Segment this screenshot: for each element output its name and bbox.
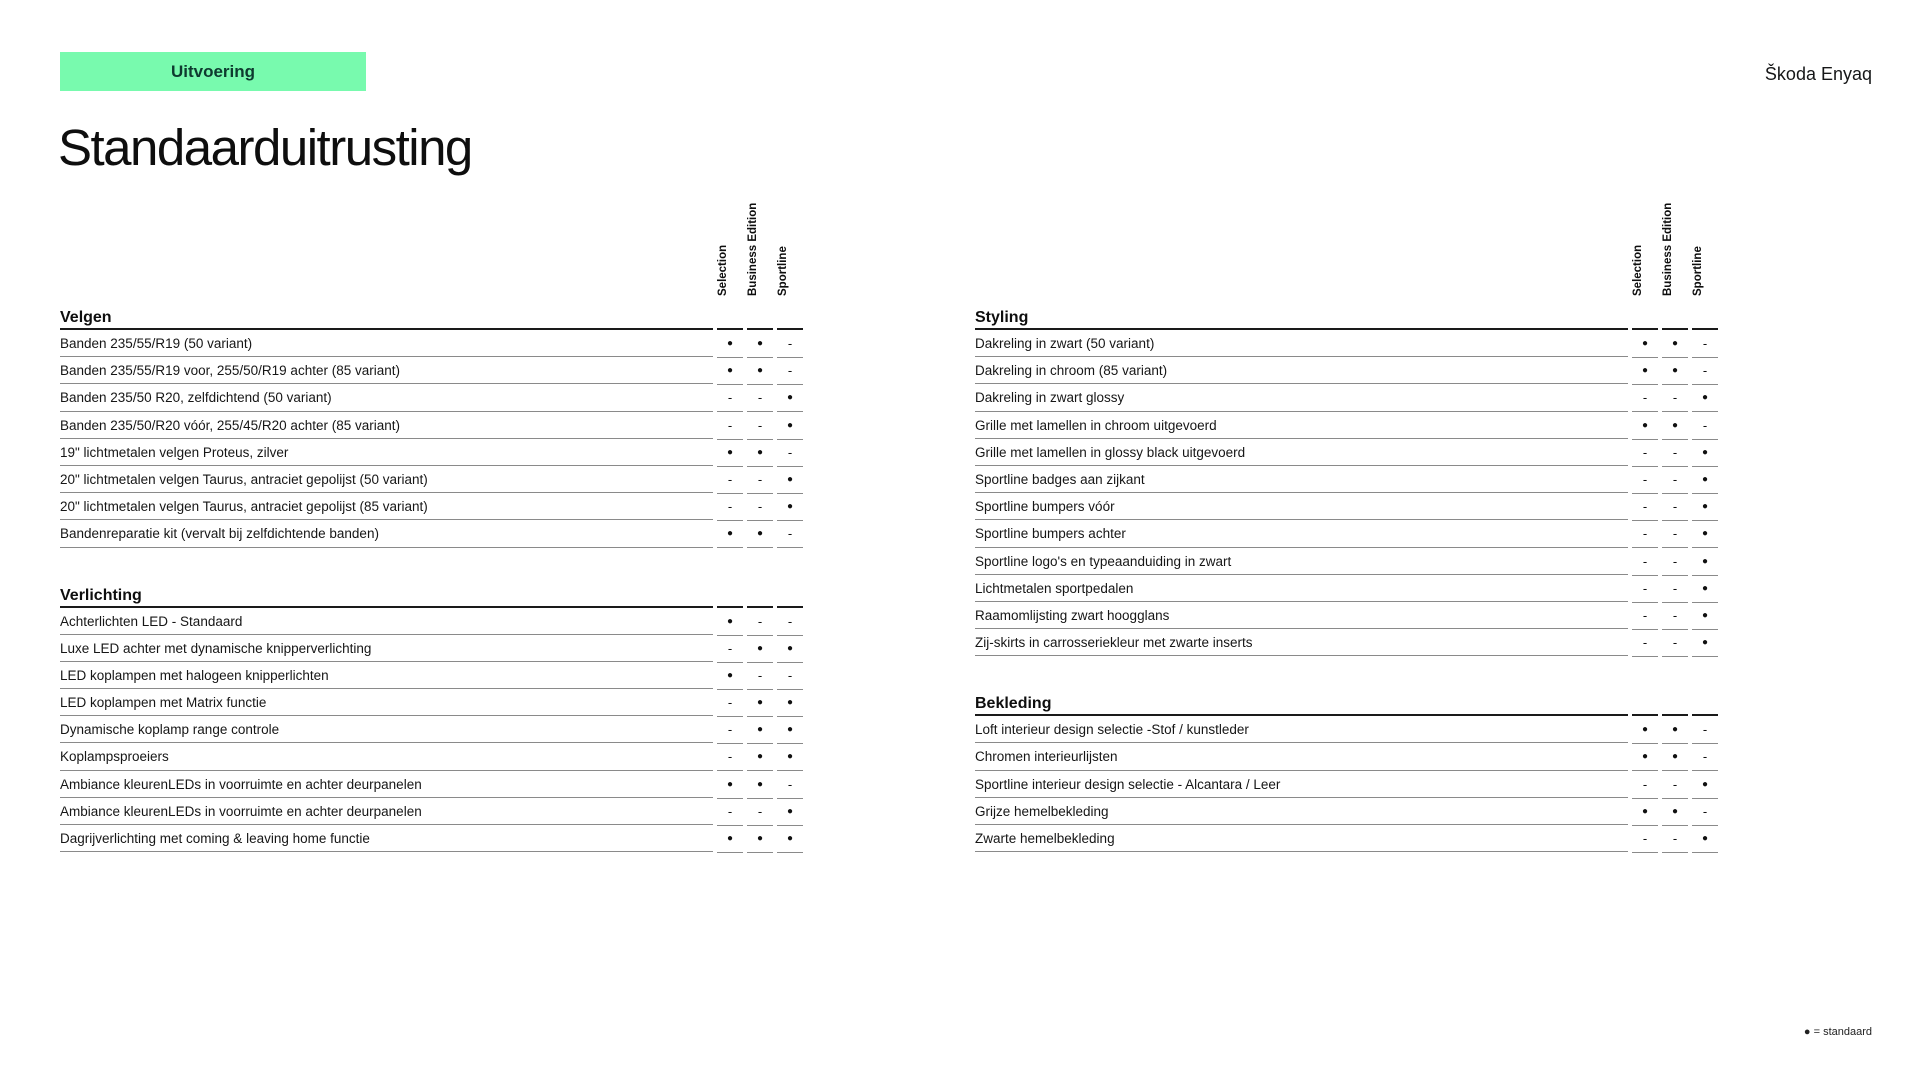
- availability-cell: -: [1632, 520, 1658, 548]
- availability-cell: -: [1632, 439, 1658, 467]
- availability-cell: ●: [717, 357, 743, 385]
- row-label: Koplampsproeiers: [60, 749, 169, 765]
- availability-cell: ●: [1662, 330, 1688, 358]
- availability-cell: ●: [747, 743, 773, 771]
- availability-cell: -: [747, 798, 773, 826]
- availability-cell: ●: [1662, 716, 1688, 744]
- availability-cell: -: [747, 662, 773, 690]
- availability-cell: -: [1662, 520, 1688, 548]
- row-divider: [975, 655, 1628, 656]
- availability-cell: ●: [717, 608, 743, 636]
- availability-cell: -: [1632, 548, 1658, 576]
- table-row: [60, 384, 806, 411]
- availability-cell: ●: [747, 689, 773, 717]
- row-label: Chromen interieurlijsten: [975, 749, 1118, 765]
- availability-cell: ●: [747, 330, 773, 358]
- availability-cell: -: [1692, 743, 1718, 771]
- availability-cell: -: [1662, 825, 1688, 853]
- table-row: [975, 439, 1721, 466]
- row-label: Banden 235/50/R20 vóór, 255/45/R20 achter (85 variant): [60, 417, 400, 433]
- availability-cell: -: [717, 493, 743, 521]
- availability-cell: -: [1692, 330, 1718, 358]
- availability-cell: -: [777, 520, 803, 548]
- availability-cell: ●: [717, 825, 743, 853]
- row-label: Grille met lamellen in chroom uitgevoerd: [975, 417, 1217, 433]
- table-row: [975, 602, 1721, 629]
- availability-cell: -: [777, 439, 803, 467]
- availability-cell: ●: [717, 771, 743, 799]
- section-title: Verlichting: [60, 586, 142, 604]
- column-header-business-edition: Business Edition: [1662, 202, 1674, 296]
- column-header-selection: Selection: [1632, 244, 1644, 296]
- availability-cell: -: [777, 608, 803, 636]
- table-row: [60, 608, 806, 635]
- availability-cell: ●: [1632, 357, 1658, 385]
- availability-cell: ●: [777, 798, 803, 826]
- brand-name: Škoda Enyaq: [1764, 64, 1872, 84]
- availability-cell: ●: [717, 330, 743, 358]
- section-title: Bekleding: [975, 695, 1052, 713]
- availability-cell: -: [717, 716, 743, 744]
- page-title: Standaarduitrusting: [58, 119, 472, 176]
- availability-cell: -: [717, 743, 743, 771]
- availability-cell: ●: [1692, 575, 1718, 603]
- availability-cell: -: [1662, 493, 1688, 521]
- row-divider: [60, 851, 713, 852]
- availability-cell: ●: [777, 412, 803, 440]
- availability-cell: -: [1632, 771, 1658, 799]
- availability-cell: ●: [1662, 798, 1688, 826]
- availability-cell: -: [1692, 798, 1718, 826]
- availability-cell: -: [747, 608, 773, 636]
- row-label: Grille met lamellen in glossy black uitgevoerd: [975, 444, 1246, 460]
- section-heading: [975, 302, 1721, 330]
- left-panel: [60, 198, 806, 852]
- availability-cell: ●: [747, 635, 773, 663]
- row-label: LED koplampen met halogeen knipperlichten: [60, 667, 329, 683]
- availability-cell: ●: [777, 635, 803, 663]
- availability-cell: ●: [717, 439, 743, 467]
- availability-cell: -: [777, 330, 803, 358]
- row-label: Banden 235/55/R19 voor, 255/50/R19 achter (85 variant): [60, 363, 400, 379]
- row-label: Sportline badges aan zijkant: [975, 471, 1145, 487]
- row-label: Dakreling in zwart (50 variant): [975, 336, 1155, 351]
- row-label: Loft interieur design selectie -Stof / kunstleder: [975, 722, 1249, 738]
- column-headers: [60, 198, 806, 302]
- row-label: Sportline bumpers vóór: [975, 499, 1115, 515]
- section-heading: [60, 302, 806, 330]
- row-label: Dakreling in chroom (85 variant): [975, 363, 1168, 379]
- availability-cell: ●: [1692, 629, 1718, 657]
- row-label: Sportline interieur design selectie - Alcantara / Leer: [975, 776, 1281, 792]
- row-label: Grijze hemelbekleding: [975, 803, 1109, 819]
- row-label: Banden 235/50 R20, zelfdichtend (50 variant): [60, 390, 332, 406]
- row-label: 19" lichtmetalen velgen Proteus, zilver: [60, 444, 289, 460]
- availability-cell: -: [717, 689, 743, 717]
- availability-cell: -: [1662, 466, 1688, 494]
- table-row: [975, 520, 1721, 547]
- table-row: [60, 825, 806, 852]
- table-row: [975, 771, 1721, 798]
- row-label: Lichtmetalen sportpedalen: [975, 580, 1134, 596]
- availability-cell: -: [777, 357, 803, 385]
- availability-cell: -: [717, 412, 743, 440]
- availability-cell: -: [1662, 384, 1688, 412]
- table-row: [60, 357, 806, 384]
- availability-cell: -: [1632, 825, 1658, 853]
- section-verlichting: [60, 580, 806, 853]
- availability-cell: ●: [1662, 412, 1688, 440]
- availability-cell: ●: [777, 743, 803, 771]
- row-divider: [60, 547, 713, 548]
- column-header-sportline: Sportline: [777, 246, 789, 296]
- availability-cell: ●: [1632, 798, 1658, 826]
- table-row: [60, 689, 806, 716]
- column-headers: [975, 198, 1721, 302]
- availability-cell: ●: [1632, 716, 1658, 744]
- table-row: [975, 743, 1721, 770]
- section-heading: [975, 688, 1721, 716]
- availability-cell: ●: [1632, 743, 1658, 771]
- table-row: [975, 798, 1721, 825]
- availability-cell: ●: [777, 466, 803, 494]
- availability-cell: -: [1662, 548, 1688, 576]
- table-row: [975, 716, 1721, 743]
- row-label: Dynamische koplamp range controle: [60, 722, 280, 738]
- availability-cell: -: [777, 662, 803, 690]
- row-label: 20" lichtmetalen velgen Taurus, antraciet gepolijst (85 variant): [60, 499, 428, 515]
- availability-cell: -: [1632, 466, 1658, 494]
- availability-cell: -: [1632, 384, 1658, 412]
- table-row: [975, 412, 1721, 439]
- row-label: Dakreling in zwart glossy: [975, 390, 1125, 406]
- availability-cell: -: [717, 466, 743, 494]
- availability-cell: -: [747, 412, 773, 440]
- availability-cell: -: [1632, 629, 1658, 657]
- availability-cell: ●: [777, 716, 803, 744]
- availability-cell: ●: [747, 357, 773, 385]
- section-heading: [60, 580, 806, 608]
- row-label: 20" lichtmetalen velgen Taurus, antraciet gepolijst (50 variant): [60, 471, 428, 487]
- table-row: [60, 716, 806, 743]
- availability-cell: ●: [777, 689, 803, 717]
- table-row: [60, 466, 806, 493]
- availability-cell: ●: [777, 493, 803, 521]
- availability-cell: ●: [1692, 493, 1718, 521]
- availability-cell: -: [1662, 629, 1688, 657]
- row-divider: [975, 851, 1628, 852]
- availability-cell: ●: [717, 520, 743, 548]
- section-badge: Uitvoering: [60, 52, 366, 91]
- section-velgen: [60, 302, 806, 548]
- availability-cell: ●: [1692, 602, 1718, 630]
- availability-cell: ●: [1692, 548, 1718, 576]
- table-row: [975, 493, 1721, 520]
- column-header-sportline: Sportline: [1692, 246, 1704, 296]
- table-row: [975, 357, 1721, 384]
- row-label: Bandenreparatie kit (vervalt bij zelfdichtende banden): [60, 526, 379, 542]
- table-row: [975, 825, 1721, 852]
- row-label: Sportline logo's en typeaanduiding in zwart: [975, 553, 1232, 569]
- availability-cell: -: [1632, 493, 1658, 521]
- table-row: [60, 330, 806, 357]
- availability-cell: -: [717, 635, 743, 663]
- availability-cell: -: [717, 798, 743, 826]
- availability-cell: -: [1662, 575, 1688, 603]
- availability-cell: ●: [747, 520, 773, 548]
- row-label: Sportline bumpers achter: [975, 526, 1126, 542]
- availability-cell: ●: [717, 662, 743, 690]
- section-bekleding: [975, 688, 1721, 852]
- availability-cell: -: [1632, 602, 1658, 630]
- table-row: [975, 575, 1721, 602]
- availability-cell: ●: [747, 825, 773, 853]
- availability-cell: ●: [777, 384, 803, 412]
- availability-cell: -: [747, 384, 773, 412]
- availability-cell: ●: [1692, 439, 1718, 467]
- table-row: [60, 798, 806, 825]
- row-label: Ambiance kleurenLEDs in voorruimte en achter deurpanelen: [60, 803, 422, 819]
- row-label: Banden 235/55/R19 (50 variant): [60, 336, 253, 351]
- row-label: Zij-skirts in carrosseriekleur met zwarte inserts: [975, 635, 1253, 651]
- table-row: [60, 662, 806, 689]
- availability-cell: ●: [1662, 357, 1688, 385]
- legend: ● = standaard: [1803, 1026, 1872, 1038]
- row-label: Luxe LED achter met dynamische knipperverlichting: [60, 640, 372, 656]
- table-row: [60, 520, 806, 547]
- availability-cell: -: [1692, 412, 1718, 440]
- availability-cell: -: [1662, 602, 1688, 630]
- row-label: Achterlichten LED - Standaard: [60, 613, 243, 629]
- column-header-business-edition: Business Edition: [747, 202, 759, 296]
- availability-cell: -: [1692, 716, 1718, 744]
- row-label: Dagrijverlichting met coming & leaving home functie: [60, 831, 370, 846]
- table-row: [975, 548, 1721, 575]
- section-title: Velgen: [60, 309, 112, 326]
- availability-cell: -: [747, 493, 773, 521]
- table-row: [975, 629, 1721, 656]
- section-title: Styling: [975, 309, 1029, 326]
- availability-cell: -: [1632, 575, 1658, 603]
- table-row: [60, 635, 806, 662]
- table-row: [975, 330, 1721, 357]
- table-row: [975, 384, 1721, 411]
- table-row: [60, 412, 806, 439]
- row-label: Ambiance kleurenLEDs in voorruimte en achter deurpanelen: [60, 776, 422, 792]
- row-label: Raamomlijsting zwart hoogglans: [975, 607, 1170, 623]
- availability-cell: -: [1662, 439, 1688, 467]
- availability-cell: ●: [1662, 743, 1688, 771]
- availability-cell: ●: [1692, 771, 1718, 799]
- availability-cell: ●: [1632, 412, 1658, 440]
- availability-cell: ●: [747, 439, 773, 467]
- availability-cell: ●: [1692, 520, 1718, 548]
- availability-cell: ●: [1692, 825, 1718, 853]
- section-styling: [975, 302, 1721, 656]
- availability-cell: -: [777, 771, 803, 799]
- availability-cell: ●: [747, 716, 773, 744]
- availability-cell: -: [1692, 357, 1718, 385]
- table-row: [60, 493, 806, 520]
- table-row: [60, 771, 806, 798]
- availability-cell: -: [717, 384, 743, 412]
- availability-cell: -: [747, 466, 773, 494]
- availability-cell: ●: [777, 825, 803, 853]
- availability-cell: ●: [1692, 466, 1718, 494]
- availability-cell: ●: [747, 771, 773, 799]
- table-row: [975, 466, 1721, 493]
- column-header-selection: Selection: [717, 244, 729, 296]
- table-row: [60, 743, 806, 770]
- table-row: [60, 439, 806, 466]
- right-panel: [975, 198, 1721, 852]
- availability-cell: ●: [1632, 330, 1658, 358]
- row-label: LED koplampen met Matrix functie: [60, 695, 267, 711]
- availability-cell: -: [1662, 771, 1688, 799]
- availability-cell: ●: [1692, 384, 1718, 412]
- row-label: Zwarte hemelbekleding: [975, 831, 1115, 846]
